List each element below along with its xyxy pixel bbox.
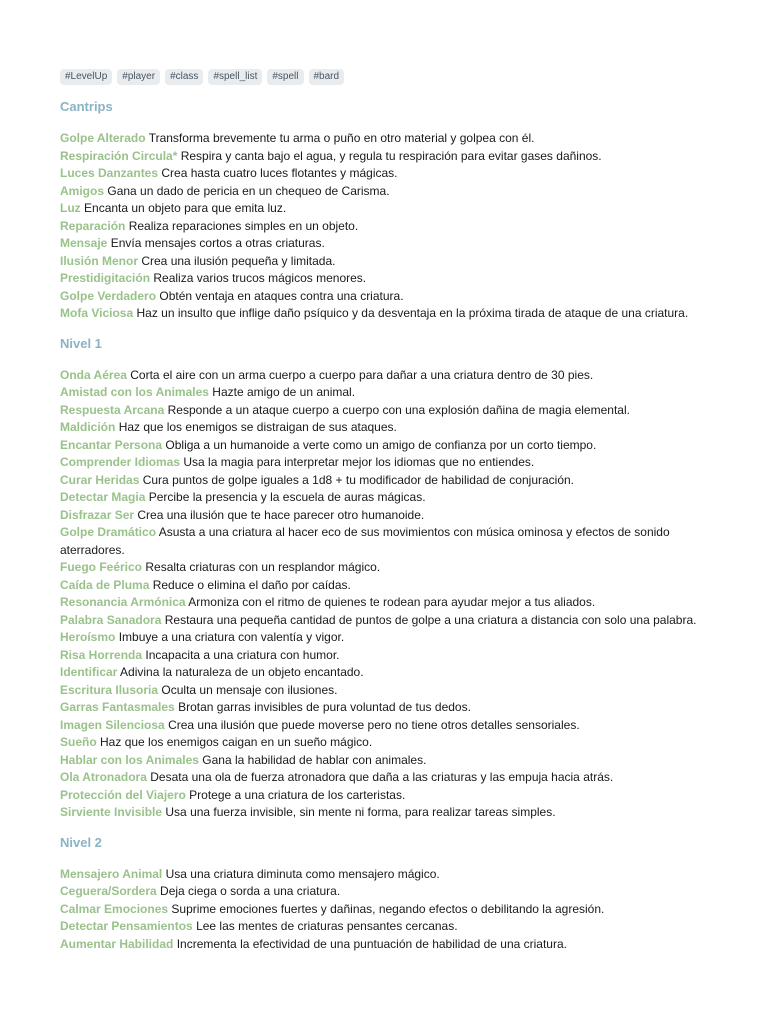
spell-description: Brotan garras invisibles de pura voluntad de tus dedos. (178, 700, 471, 714)
spell-name-link[interactable]: Ilusión Menor (60, 253, 138, 268)
spell-description: Crea hasta cuatro luces flotantes y mágicas. (161, 166, 398, 180)
spell-description: Percibe la presencia y la escuela de auras mágicas. (148, 490, 426, 504)
spell-entry (60, 489, 708, 507)
spell-entry (60, 647, 708, 665)
spell-name-link[interactable]: Respuesta Arcana (60, 402, 165, 417)
spell-sections (60, 99, 708, 953)
spell-entry (60, 866, 708, 884)
spell-entry (60, 936, 708, 954)
spell-description: Haz que los enemigos se distraigan de sus ataques. (118, 420, 397, 434)
spell-entry (60, 629, 708, 647)
spell-description: Corta el aire con un arma cuerpo a cuerpo para dañar a una criatura dentro de 30 pies. (130, 367, 594, 382)
tag-class[interactable]: #class (165, 69, 203, 85)
spell-entry (60, 769, 708, 787)
spell-entry (60, 367, 708, 385)
spell-name-link[interactable]: Maldición (60, 420, 116, 434)
spell-entry (60, 787, 708, 805)
spell-name-link[interactable]: Golpe Verdadero (60, 288, 157, 303)
spell-name-link[interactable]: Ola Atronadora (60, 770, 147, 784)
spell-entry (60, 559, 708, 577)
spell-entry (60, 402, 708, 420)
spell-entry (60, 384, 708, 402)
spell-name-link[interactable]: Heroísmo (60, 630, 116, 644)
spell-description: Resalta criaturas con un resplandor mágico. (145, 560, 381, 574)
spell-name-link[interactable]: Ceguera/Sordera (60, 884, 157, 898)
spell-entry (60, 682, 708, 700)
spell-entry (60, 918, 708, 936)
tag-spell[interactable]: #spell (267, 69, 303, 85)
spell-description: Armoniza con el ritmo de quienes te rodean para ayudar mejor a tus aliados. (188, 595, 596, 609)
spell-description: Responde a un ataque cuerpo a cuerpo con una explosión dañina de magia elemental. (167, 402, 630, 417)
spell-name-link[interactable]: Sueño (60, 735, 97, 749)
spell-entry (60, 288, 708, 306)
spell-description: Respira y canta bajo el agua, y regula tu respiración para evitar gases dañinos. (180, 148, 602, 163)
spell-description: Protege a una criatura de los carteristas. (189, 787, 406, 802)
spell-name-link[interactable]: Onda Aérea (60, 367, 127, 382)
tag-bard[interactable]: #bard (309, 69, 345, 85)
spell-description: Encanta un objeto para que emita luz. (84, 201, 287, 215)
spell-entry (60, 577, 708, 595)
spell-description: Usa una criatura diminuta como mensajero mágico. (165, 866, 440, 881)
spell-list-cantrips (60, 130, 708, 323)
spell-description: Imbuye a una criatura con valentía y vigor. (118, 630, 345, 644)
spell-entry (60, 804, 708, 822)
spell-name-link[interactable]: Golpe Dramático (60, 525, 157, 539)
spell-description: Restaura una pequeña cantidad de puntos de golpe a una criatura a distancia con solo una palabra. (164, 612, 697, 627)
tag-list (60, 69, 708, 85)
spell-list-nivel-2 (60, 866, 708, 954)
spell-entry (60, 612, 708, 630)
spell-description: Crea una ilusión que puede moverse pero no tiene otros detalles sensoriales. (168, 717, 580, 732)
spell-description: Cura puntos de golpe iguales a 1d8 + tu modificador de habilidad de conjuración. (142, 472, 575, 487)
spell-entry (60, 165, 708, 183)
spell-description: Incrementa la efectividad de una puntuación de habilidad de una criatura. (176, 936, 567, 951)
spell-description: Incapacita a una criatura con humor. (145, 647, 340, 662)
spell-name-link[interactable]: Escritura Ilusoria (60, 682, 159, 697)
spell-description: Gana la habilidad de hablar con animales. (202, 752, 427, 767)
spell-description: Haz que los enemigos caigan en un sueño mágico. (100, 735, 373, 749)
spell-description: Asusta a una criatura al hacer eco de sus movimientos con música ominosa y efectos de sonido aterradores. (60, 525, 670, 557)
spell-name-link[interactable]: Comprender Idiomas (60, 455, 181, 469)
spell-entry (60, 524, 708, 559)
spell-name-link[interactable]: Garras Fantasmales (60, 700, 175, 714)
spell-list-nivel-1 (60, 367, 708, 822)
spell-name-link[interactable]: Golpe Alterado (60, 131, 146, 145)
spell-entry (60, 752, 708, 770)
spell-description: Realiza reparaciones simples en un objeto. (128, 218, 359, 233)
spell-entry (60, 901, 708, 919)
spell-description: Desata una ola de fuerza atronadora que daña a las criaturas y las empuja hacia atrás. (150, 770, 614, 784)
spell-description: Suprime emociones fuertes y dañinas, negando efectos o debilitando la agresión. (171, 901, 605, 916)
spell-name-link[interactable]: Amigos (60, 183, 105, 198)
spell-name-link[interactable]: Mensajero Animal (60, 866, 163, 881)
spell-entry (60, 717, 708, 735)
spell-name-link[interactable]: Curar Heridas (60, 472, 140, 487)
spell-entry (60, 270, 708, 288)
spell-name-link[interactable]: Calmar Emociones (60, 901, 169, 916)
spell-entry (60, 419, 708, 437)
spell-description: Usa una fuerza invisible, sin mente ni forma, para realizar tareas simples. (165, 805, 556, 819)
spell-description: Obliga a un humanoide a verte como un amigo de confianza por un corto tiempo. (165, 437, 597, 452)
spell-name-link[interactable]: Palabra Sanadora (60, 612, 162, 627)
spell-name-link[interactable]: Aumentar Habilidad (60, 936, 174, 951)
spell-entry (60, 699, 708, 717)
spell-name-link[interactable]: Sirviente Invisible (60, 805, 163, 819)
spell-description: Transforma brevemente tu arma o puño en otro material y golpea con él. (148, 131, 535, 145)
spell-description: Usa la magia para interpretar mejor los idiomas que no entiendes. (183, 455, 535, 469)
spell-entry (60, 200, 708, 218)
spell-name-link[interactable]: Luz (60, 201, 81, 215)
spell-name-link[interactable]: Protección del Viajero (60, 787, 186, 802)
spell-entry (60, 437, 708, 455)
spell-description: Gana un dado de pericia en un chequeo de Carisma. (107, 183, 390, 198)
spell-name-link[interactable]: Imagen Silenciosa (60, 717, 165, 732)
spell-entry (60, 734, 708, 752)
section-heading-nivel-2: Nivel 2 (60, 834, 102, 850)
spell-entry (60, 664, 708, 682)
spell-name-link[interactable]: Resonancia Armónica (60, 595, 186, 609)
spell-name-link[interactable]: Detectar Magia (60, 490, 146, 504)
spell-entry (60, 507, 708, 525)
spell-description: Obtén ventaja en ataques contra una criatura. (159, 288, 404, 303)
spell-description: Crea una ilusión pequeña y limitada. (141, 253, 336, 268)
section-heading-nivel-1: Nivel 1 (60, 335, 102, 351)
spell-name-link[interactable]: Hablar con los Animales (60, 752, 199, 767)
spell-description: Crea una ilusión que te hace parecer otro humanoide. (137, 507, 425, 522)
spell-entry (60, 305, 708, 323)
spell-description: Adivina la naturaleza de un objeto encantado. (120, 665, 364, 679)
tag-spell-list[interactable]: #spell_list (208, 69, 262, 85)
spell-name-link[interactable]: Luces Danzantes (60, 166, 159, 180)
spell-name-link[interactable]: Prestidigitación (60, 271, 151, 285)
spell-name-link[interactable]: Mensaje (60, 236, 108, 250)
tag-player[interactable]: #player (117, 69, 160, 85)
spell-description: Lee las mentes de criaturas pensantes cercanas. (196, 919, 458, 933)
spell-description: Envía mensajes cortos a otras criaturas. (110, 236, 325, 250)
section-heading-cantrips: Cantrips (60, 99, 113, 114)
spell-name-link[interactable]: Risa Horrenda (60, 647, 143, 662)
spell-entry (60, 183, 708, 201)
spell-description: Haz un insulto que inflige daño psíquico y da desventaja en la próxima tirada de ataque de una criatura. (136, 306, 689, 320)
spell-description: Deja ciega o sorda a una criatura. (160, 884, 341, 898)
spell-name-link[interactable]: Mofa Viciosa (60, 306, 134, 320)
spell-entry (60, 594, 708, 612)
spell-entry (60, 218, 708, 236)
spell-name-link[interactable]: Encantar Persona (60, 437, 163, 452)
tag-levelup[interactable]: #LevelUp (60, 69, 112, 85)
spell-name-link[interactable]: Disfrazar Ser (60, 507, 135, 522)
spell-description: Hazte amigo de un animal. (212, 385, 356, 399)
spell-entry (60, 253, 708, 271)
spell-name-link[interactable]: Caída de Pluma (60, 577, 150, 592)
spell-name-link[interactable]: Reparación (60, 218, 126, 233)
spell-name-link[interactable]: Respiración Circula* (60, 148, 178, 163)
spell-name-link[interactable]: Amistad con los Animales (60, 385, 209, 399)
spell-entry (60, 883, 708, 901)
spell-entry (60, 130, 708, 148)
spell-name-link[interactable]: Detectar Pensamientos (60, 919, 193, 933)
spell-description: Reduce o elimina el daño por caídas. (152, 577, 351, 592)
spell-entry (60, 472, 708, 490)
spell-entry (60, 454, 708, 472)
spell-name-link[interactable]: Identificar (60, 665, 118, 679)
spell-name-link[interactable]: Fuego Feérico (60, 560, 143, 574)
spell-entry (60, 235, 708, 253)
spell-entry (60, 148, 708, 166)
spell-description: Oculta un mensaje con ilusiones. (161, 682, 338, 697)
spell-description: Realiza varios trucos mágicos menores. (153, 271, 367, 285)
